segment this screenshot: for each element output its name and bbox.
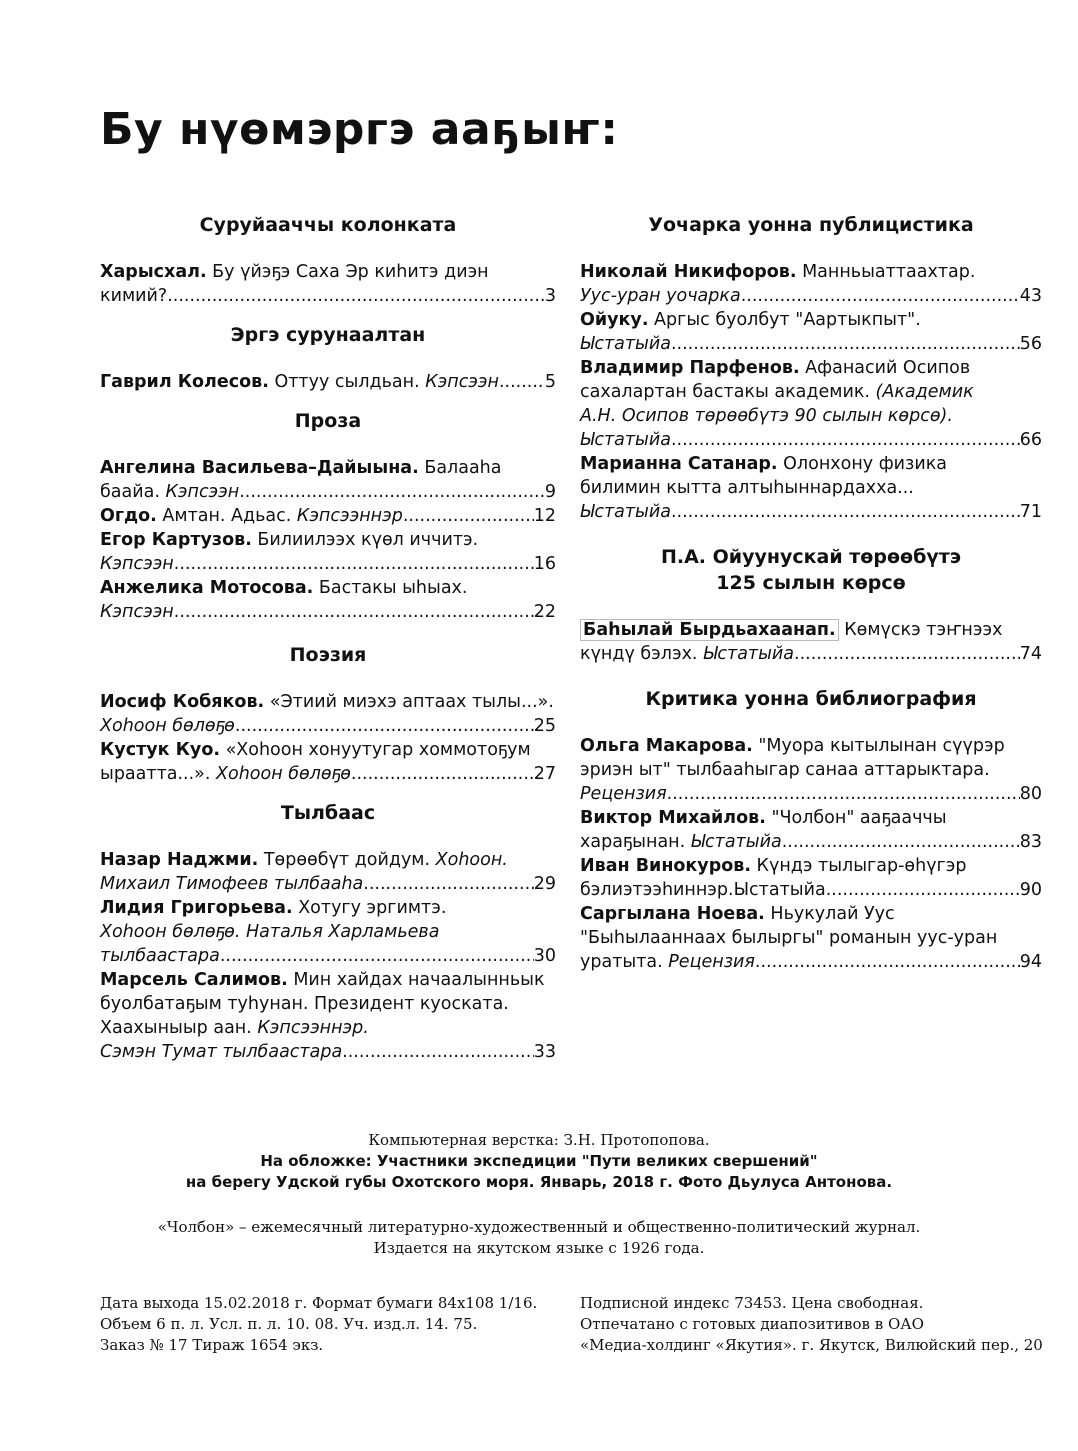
entry-page-number: 30 [533,946,556,966]
section-title: Поэзия [289,644,367,666]
entry-text [580,284,741,308]
toc-entry[interactable] [580,854,1042,902]
entry-author-wrap [100,692,264,712]
entry-line: буолбатаҕым туһунан. Президент куоската. [100,994,509,1014]
entry-line [580,830,1042,854]
entry-page-number: 33 [533,1042,556,1062]
entry-genre: Кэпсээн [100,602,174,622]
entry-line [580,428,1042,452]
entry-genre: Рецензия [580,784,667,804]
entry-author: Огдо. [100,506,157,526]
entry-text [100,370,499,394]
entry-genre: Кэпсээн [100,554,174,574]
entry-title: кимий? [100,286,168,306]
entry-page-number: 80 [1019,784,1042,804]
entry-text [100,480,239,504]
toc-entries [100,370,556,394]
entry-author-wrap [100,850,258,870]
entry-author: Баһылай Бырдьахаанап. [583,620,836,640]
entry-page-number: 16 [533,554,556,574]
journal-description [0,1217,1078,1259]
entry-author-wrap [580,454,778,474]
entry-genre: Рецензия [668,952,755,972]
entry-line [580,902,1042,926]
toc-entry[interactable] [100,968,556,1064]
entry-title: Оттуу сылдьан. [268,372,426,392]
entry-line [100,872,556,896]
toc-entry[interactable] [580,734,1042,806]
toc-entry[interactable] [580,902,1042,974]
entry-title: Афанасий Осипов [799,358,971,378]
entry-page-number: 90 [1019,880,1042,900]
dot-leader [342,1040,534,1064]
entry-line [580,806,1042,830]
entry-page-number: 94 [1019,952,1042,972]
entry-line [580,734,1042,758]
entry-line [580,782,1042,806]
entry-line: "Быһылааннаах былыргы" романын уус-уран [580,928,998,948]
entry-author-wrap [580,310,648,330]
imprint-left [100,1293,537,1356]
entry-page-number: 12 [533,506,556,526]
imprint-line: Подписной индекс 73453. Цена свободная. [580,1294,924,1312]
entry-author: Саргылана Ноева. [580,904,765,924]
entry-author: Ольга Макарова. [580,736,753,756]
entry-genre: Сэмэн Тумат тылбаастара [100,1042,343,1062]
toc-entry[interactable] [100,528,556,576]
entry-line [100,944,556,968]
entry-author-wrap [580,736,753,756]
entry-line [100,690,556,714]
toc-right-column [580,212,1042,974]
entry-genre: Михаил Тимофеев тылбааһа [100,874,364,894]
entry-line [100,1016,556,1040]
footer-credits [0,1130,1078,1193]
entry-genre: Кэпсээннэр [296,506,403,526]
entry-title: ыраатта...». [100,764,217,784]
entry-genre: Ыстатыйа [580,430,671,450]
entry-author: Иосиф Кобяков. [100,692,265,712]
entry-text [580,830,782,854]
entry-author: Виктор Михайлов. [580,808,766,828]
entry-page-number: 3 [544,286,556,306]
entry-author-wrap [100,458,419,478]
entry-page-number: 5 [544,372,556,392]
dot-leader [741,284,1020,308]
entry-author-wrap [580,262,797,282]
entry-line [100,504,556,528]
imprint-line: «Медиа-холдинг «Якутия». г. Якутск, Вилюйский пер., 20 [580,1336,1043,1354]
entry-text [100,284,167,308]
entry-title: Билиилээх күөл иччитэ. [251,530,479,550]
entry-text [100,944,220,968]
toc-entries [100,456,556,624]
entry-author: Николай Никифоров. [580,262,797,282]
entry-title: "Чолбон" ааҕааччы [765,808,947,828]
section-title: Суруйааччы колонката [199,214,457,236]
entry-text [580,642,794,666]
dot-leader [794,642,1020,666]
section-title-line-2: 125 сылын көрсө [716,572,906,594]
entry-line [580,642,1042,666]
entry-line [580,854,1042,878]
dot-leader [351,762,534,786]
dot-leader [667,782,1020,806]
entry-text [100,504,403,528]
toc-entry[interactable] [580,806,1042,854]
entry-author-wrap [580,856,751,876]
dot-leader [235,714,534,738]
entry-line [580,950,1042,974]
entry-text [100,714,235,738]
entry-author: Владимир Парфенов. [580,358,800,378]
entry-genre: Кэпсээн [165,482,240,502]
entry-title: Манньыаттаахтар. [796,262,976,282]
entry-line [580,332,1042,356]
dot-leader [403,504,534,528]
entry-line [580,356,1042,380]
entry-page-number: 74 [1019,644,1042,664]
entry-title: Аргыс буолбут "Аартыкпыт". [648,310,921,330]
entry-author: Егор Картузов. [100,530,252,550]
entry-line [100,480,556,504]
entry-genre: Хоһоон. [435,850,508,870]
entry-title: күндү бэлэх. [580,644,704,664]
entry-title: Ньукулай Уус [764,904,895,924]
entry-page-number: 56 [1019,334,1042,354]
entry-line [100,284,556,308]
entry-text [100,600,174,624]
entry-author: Анжелика Мотосова. [100,578,314,598]
entry-line [580,308,1042,332]
toc-entry[interactable] [580,452,1042,524]
dot-leader [363,872,533,896]
entry-author-wrap [100,970,288,990]
entry-genre: Ыстатыйа [580,334,671,354]
entry-genre: Кэпсээннэр. [257,1018,369,1038]
entry-title: Хотугу эргимтэ. [292,898,447,918]
toc-entry[interactable] [580,308,1042,356]
entry-line [100,600,556,624]
imprint-line: Дата выхода 15.02.2018 г. Формат бумаги 84х108 1/16. [100,1294,538,1312]
imprint-line: Заказ № 17 Тираж 1654 экз. [100,1336,324,1354]
entry-text [580,500,671,524]
entry-line [100,528,556,552]
entry-line [100,552,556,576]
imprint-right [580,1293,1043,1356]
entry-line [100,738,556,762]
entry-title: Күндэ тылыгар-өһүгэр [750,856,967,876]
entry-author: Кустук Куо. [100,740,220,760]
entry-line [580,878,1042,902]
toc-entries [580,734,1042,974]
entry-title: Көмүскэ тэҥнээх [838,620,1003,640]
entry-line: А.Н. Осипов төрөөбүтэ 90 сылын көрсө). [580,406,953,426]
entry-genre: тылбаастара [100,946,220,966]
entry-genre: Уус-уран уочарка [580,286,741,306]
entry-text [580,878,826,902]
dot-leader [174,600,534,624]
entry-page-number: 43 [1019,286,1042,306]
dot-leader [671,428,1020,452]
entry-author-wrap [100,530,252,550]
entry-line [100,896,556,920]
entry-line: эриэн ыт" тылбааһыгар санаа аттарыктара. [580,760,990,780]
entry-page-number: 22 [533,602,556,622]
entry-page-number: 9 [544,482,556,502]
entry-line [100,456,556,480]
entry-title: Олонхону физика [777,454,947,474]
toc-entry[interactable] [100,370,556,394]
toc-entry[interactable] [580,260,1042,308]
entry-author-wrap [580,619,839,641]
section-title: Эргэ сурунаалтан [230,324,426,346]
entry-line [580,618,1042,642]
entry-line [100,576,556,600]
toc-entry[interactable] [100,848,556,896]
entry-author-wrap [580,904,765,924]
entry-title: уратыта. [580,952,669,972]
entry-author: Ангелина Васильева–Дайыына. [100,458,419,478]
entry-line [100,968,556,992]
entry-line [100,1040,556,1064]
entry-title: Балааһа [418,458,502,478]
entry-genre: Хоһоон бөлөҕө [100,716,235,736]
entry-author-wrap [580,808,766,828]
entry-page-number: 27 [533,764,556,784]
dot-leader [174,552,534,576]
entry-author: Гаврил Колесов. [100,372,269,392]
entry-title: Бу үйэҕэ Саха Эр киһитэ диэн [206,262,489,282]
toc-entry[interactable] [100,456,556,504]
entry-page-number: 29 [533,874,556,894]
imprint-line: Объем 6 п. л. Усл. п. л. 10. 08. Уч. изд.л. 14. 75. [100,1315,478,1333]
toc-entry[interactable] [100,260,556,308]
page-title: Бу нүөмэргэ ааҕыҥ: [100,104,619,155]
entry-line: билимин кытта алтыһыннардахха... [580,478,914,498]
toc-entries [580,618,1042,666]
entry-text [580,782,667,806]
entry-line [100,260,556,284]
section-title: Критика уонна библиография [645,688,977,710]
entry-title: "Муора кытылынан сүүрэр [752,736,1005,756]
entry-author-wrap [580,358,800,378]
entry-title: Хаахыныыр аан. [100,1018,258,1038]
entry-text [580,332,671,356]
entry-line [100,714,556,738]
toc-entries [100,848,556,1064]
entry-line [100,848,556,872]
entry-author: Харысхал. [100,262,207,282]
toc-entries [100,690,556,786]
entry-genre: (Академик [875,382,974,402]
entry-author-wrap [100,578,313,598]
toc-entry[interactable] [580,356,1042,452]
entry-page-number: 83 [1019,832,1042,852]
entry-author: Марсель Салимов. [100,970,288,990]
entry-line [580,260,1042,284]
entry-title: сахалартан бастакы академик. [580,382,876,402]
entry-line [580,452,1042,476]
entry-line [100,370,556,394]
entry-line [100,762,556,786]
entry-text [100,1040,342,1064]
toc-entry[interactable] [580,618,1042,666]
entry-author-wrap [100,898,293,918]
entry-author-wrap [100,262,207,282]
entry-line [580,500,1042,524]
entry-genre: Ыстатыйа [690,832,782,852]
dot-leader [220,944,534,968]
journal-description-line-2: Издается на якутском языке с 1926 года. [373,1239,705,1257]
imprint-line: Отпечатано с готовых диапозитивов в ОАО [580,1315,924,1333]
toc-entry[interactable] [100,576,556,624]
toc-entries [580,260,1042,524]
entry-title: Амтан. Адьас. [156,506,297,526]
entry-title: Төрөөбүт дойдум. [258,850,436,870]
entry-author-wrap [100,740,220,760]
entry-text [100,552,174,576]
toc-entry[interactable] [100,896,556,968]
section-title: Проза [294,410,362,432]
entry-text [580,428,671,452]
entry-author: Назар Наджми. [100,850,259,870]
entry-genre: Хоһоон бөлөҕө [216,764,351,784]
entry-page-number: 25 [533,716,556,736]
toc-left-column [100,212,556,1064]
dot-leader [167,284,545,308]
dot-leader [671,332,1020,356]
entry-text [100,872,363,896]
entry-line [580,284,1042,308]
section-title: П.А. Ойуунускай төрөөбүтэ [660,546,961,568]
dot-leader [671,500,1020,524]
entry-title: «Хоһоон хонуутугар хоммотоҕум [220,740,531,760]
entry-page-number: 66 [1019,430,1042,450]
toc-entry[interactable] [100,690,556,738]
entry-line [580,380,1042,404]
entry-title: хараҕынан. [580,832,691,852]
cover-caption-line-2: на берегу Удской губы Охотского моря. Январь, 2018 г. Фото Дьулуса Антонова. [185,1173,893,1191]
dot-leader [499,370,545,394]
entry-genre: Кэпсээн [425,372,499,392]
entry-author: Иван Винокуров. [580,856,751,876]
entry-title: Бастакы ыһыах. [313,578,468,598]
entry-author: Лидия Григорьева. [100,898,293,918]
section-title: Тылбаас [280,802,376,824]
entry-line: Хоһоон бөлөҕө. Наталья Харламьева [100,922,440,942]
entry-title: баайа. [100,482,166,502]
entry-title: бэлиэтээһиннэр.Ыстатыйа [580,880,826,900]
entry-title: Мин хайдах начаалынньык [287,970,545,990]
toc-entry[interactable] [100,504,556,528]
dot-leader [239,480,545,504]
cover-caption-line-1: На обложке: Участники экспедиции "Пути великих свершений" [260,1152,818,1170]
layout-credit: Компьютерная верстка: З.Н. Протопопова. [368,1131,710,1149]
entry-text [580,950,755,974]
dot-leader [782,830,1020,854]
entry-title: «Этиий миэхэ аптаах тылы...». [264,692,554,712]
journal-description-line-1: «Чолбон» – ежемесячный литературно-художественный и общественно-политический журнал. [157,1218,921,1236]
entry-author: Ойуку. [580,310,649,330]
toc-entries [100,260,556,308]
dot-leader [755,950,1020,974]
entry-page-number: 71 [1019,502,1042,522]
entry-genre: Ыстатыйа [703,644,795,664]
entry-genre: Ыстатыйа [580,502,671,522]
section-title: Уочарка уонна публицистика [648,214,974,236]
entry-text [100,762,351,786]
dot-leader [826,878,1020,902]
toc-entry[interactable] [100,738,556,786]
entry-author: Марианна Сатанар. [580,454,778,474]
